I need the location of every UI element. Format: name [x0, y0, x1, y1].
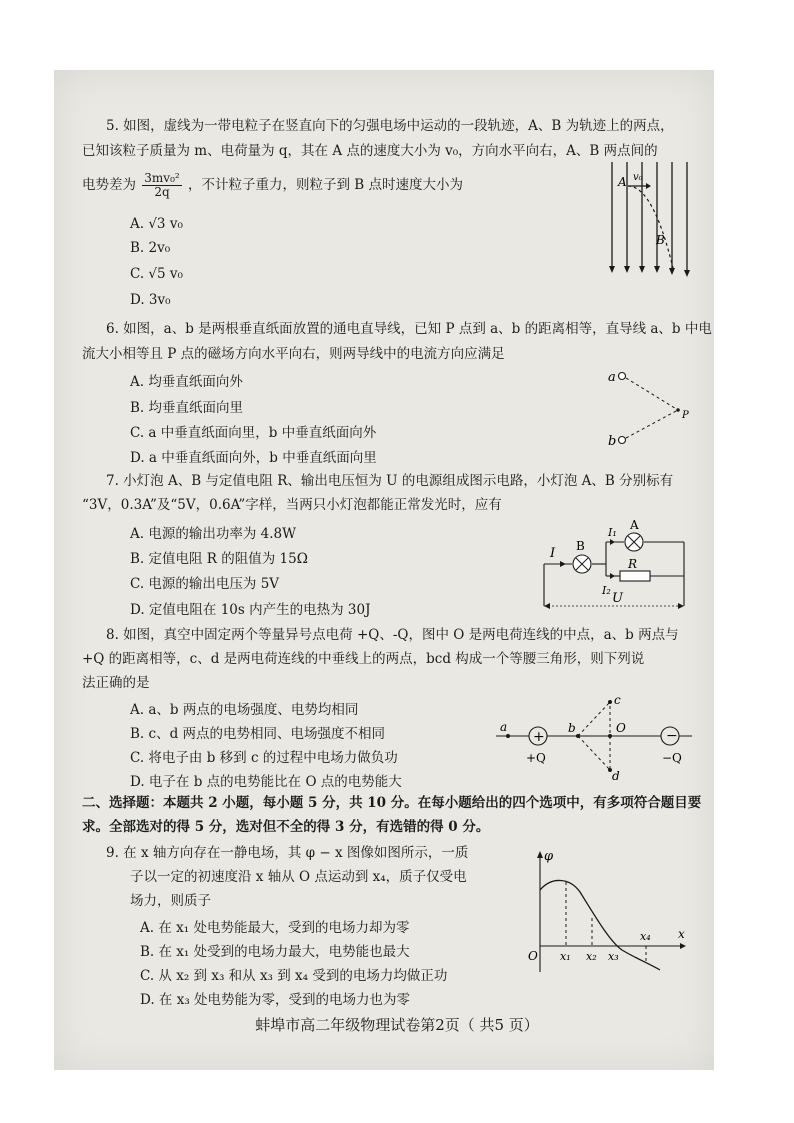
- label-U: U: [612, 591, 623, 606]
- current-I2-arrow: [610, 573, 615, 579]
- q8-line1: 8. 如图，真空中固定两个等量异号点电荷 +Q、-Q，图中 O 是两电荷连线的中点，a、b 两点与: [106, 627, 679, 643]
- q5-line2: 已知该粒子质量为 m、电荷量为 q，其在 A 点的速度大小为 v₀，方向水平向右，A、B 两点间的: [82, 143, 658, 159]
- q6-option-b: B. 均垂直纸面向里: [130, 400, 244, 416]
- label-b: b: [608, 434, 617, 448]
- label-v0: v₀: [633, 172, 643, 183]
- label-x: x: [678, 927, 685, 941]
- label-bulb-A: A: [630, 520, 639, 532]
- q6-wire-diagram: [600, 362, 696, 448]
- line-bP: [626, 410, 678, 438]
- point-P: [676, 408, 680, 412]
- line-bd: [578, 736, 610, 770]
- q8-line3: 法正确的是: [82, 675, 150, 691]
- label-a: a: [608, 370, 616, 385]
- page-footer: 蚌埠市高二年级物理试卷第2页（ 共5 页）: [255, 1016, 539, 1034]
- label-B: B: [656, 233, 665, 247]
- q6-option-d: D. a 中垂直纸面向外，b 中垂直纸面向里: [130, 450, 377, 466]
- label-bulb-B: B: [576, 539, 585, 553]
- q7-line1: 7. 小灯泡 A、B 与定值电阻 R、输出电压恒为 U 的电源组成图示电路，小灯泡 A、B 分别标有: [106, 473, 674, 489]
- q9-potential-graph: [500, 846, 690, 976]
- q9-option-b: B. 在 x₁ 处受到的电场力最大，电势能也最大: [140, 944, 410, 960]
- q8-option-a: A. a、b 两点的电场强度、电势均相同: [130, 702, 359, 718]
- q6-option-c: C. a 中垂直纸面向里，b 中垂直纸面向外: [130, 425, 377, 441]
- q5-line1: 5. 如图，虚线为一带电粒子在竖直向下的匀强电场中运动的一段轨迹，A、B 为轨迹上的两点，: [106, 118, 674, 134]
- line-aP: [626, 378, 678, 410]
- q5-line3-pre: 电势差为: [82, 177, 136, 193]
- q5-option-a: A. √3 v₀: [130, 216, 183, 232]
- label-a: a: [500, 720, 508, 734]
- q9-line1: 9. 在 x 轴方向存在一静电场，其 φ − x 图像如图所示，一质: [106, 845, 469, 861]
- q9-option-a: A. 在 x₁ 处电势能最大，受到的电场力却为零: [140, 920, 410, 936]
- label-O: O: [528, 949, 538, 963]
- q6-line2: 流大小相等且 P 点的磁场方向水平向右，则两导线中的电流方向应满足: [82, 346, 505, 362]
- q5-field-diagram: [598, 158, 698, 288]
- label-plus-sign: +: [533, 729, 545, 745]
- label-c: c: [614, 694, 621, 707]
- wire-a: [619, 373, 626, 380]
- x-axis-arrow: [680, 943, 686, 949]
- label-I2: I₂: [602, 584, 611, 597]
- q5-frac-den: 2q: [154, 185, 170, 199]
- point-O: [608, 734, 612, 738]
- current-I1-arrow: [610, 539, 615, 545]
- label-P: P: [682, 410, 689, 421]
- q7-line2: “3V，0.3A”及“5V，0.6A”字样，当两只小灯泡都能正常发光时，应有: [82, 497, 502, 513]
- q7-option-b: B. 定值电阻 R 的阻值为 15Ω: [130, 551, 308, 567]
- q5-frac-num: 3mv₀²: [144, 171, 180, 185]
- point-a: [506, 734, 510, 738]
- section2-line2: 求。全部选对的得 5 分，选对但不全的得 3 分，有选错的得 0 分。: [82, 819, 490, 835]
- velocity-arrowhead: [646, 183, 651, 189]
- q7-option-d: D. 定值电阻在 10s 内产生的电热为 30J: [130, 602, 371, 618]
- q5-option-b: B. 2v₀: [130, 240, 171, 256]
- q7-option-c: C. 电源的输出电压为 5V: [130, 576, 280, 592]
- resistor-R: [620, 571, 650, 581]
- q5-line3: [82, 170, 463, 200]
- wire-b: [619, 437, 626, 444]
- field-arrowheads: [609, 266, 690, 277]
- q7-circuit-diagram: [538, 520, 694, 616]
- section2-line1: 二、选择题：本题共 2 小题，每小题 5 分，共 10 分。在每小题给出的四个选项中，有多项符合题目要: [82, 795, 702, 811]
- q9-option-c: C. 从 x₂ 到 x₃ 和从 x₃ 到 x₄ 受到的电场力均做正功: [140, 968, 448, 984]
- label-x4: x₄: [640, 930, 651, 943]
- q8-option-c: C. 将电子由 b 移到 c 的过程中电场力做负功: [130, 750, 398, 766]
- q5-fraction: [142, 172, 181, 199]
- q9-option-d: D. 在 x₃ 处电势能为零，受到的电场力也为零: [140, 992, 411, 1008]
- label-minusQ: −Q: [662, 751, 682, 765]
- label-x1: x₁: [560, 950, 571, 963]
- label-b: b: [568, 721, 576, 735]
- phi-curve: [540, 880, 660, 970]
- q5-option-d: D. 3v₀: [130, 292, 171, 308]
- q9-line2: 子以一定的初速度沿 x 轴从 O 点运动到 x₄，质子仅受电: [130, 869, 467, 885]
- q8-line2: +Q 的距离相等，c、d 是两电荷连线的中垂线上的两点，bcd 构成一个等腰三角形，则下列说: [82, 651, 645, 667]
- point-b: [576, 734, 580, 738]
- label-phi: φ: [544, 849, 554, 864]
- q8-option-d: D. 电子在 b 点的电势能比在 O 点的电势能大: [130, 774, 402, 790]
- current-I-arrow: [560, 561, 566, 567]
- q5-line3-post: ，不计粒子重力，则粒子到 B 点时速度大小为: [188, 177, 464, 193]
- q9-line3: 场力，则质子: [130, 893, 211, 909]
- label-x2: x₂: [586, 950, 597, 963]
- label-x3: x₃: [608, 950, 619, 963]
- line-bc: [578, 702, 610, 736]
- label-I1: I₁: [608, 526, 617, 539]
- label-R: R: [628, 557, 638, 571]
- phi-axis-arrow: [537, 851, 543, 858]
- label-d: d: [612, 769, 620, 783]
- label-A: A: [618, 175, 627, 189]
- q8-option-b: B. c、d 两点的电势相同、电场强度不相同: [130, 726, 385, 742]
- point-c: [608, 700, 612, 704]
- label-O: O: [616, 721, 626, 735]
- q6-line1: 6. 如图，a、b 是两根垂直纸面放置的通电直导线，已知 P 点到 a、b 的距离相等，直导线 a、b 中电: [106, 321, 712, 337]
- q8-charge-diagram: [494, 694, 694, 786]
- label-I: I: [550, 546, 556, 561]
- q5-option-c: C. √5 v₀: [130, 266, 183, 282]
- q7-option-a: A. 电源的输出功率为 4.8W: [130, 526, 296, 542]
- q6-option-a: A. 均垂直纸面向外: [130, 374, 243, 390]
- label-minus-sign: −: [666, 728, 678, 744]
- trajectory-path: [628, 186, 673, 268]
- label-plusQ: +Q: [526, 751, 546, 765]
